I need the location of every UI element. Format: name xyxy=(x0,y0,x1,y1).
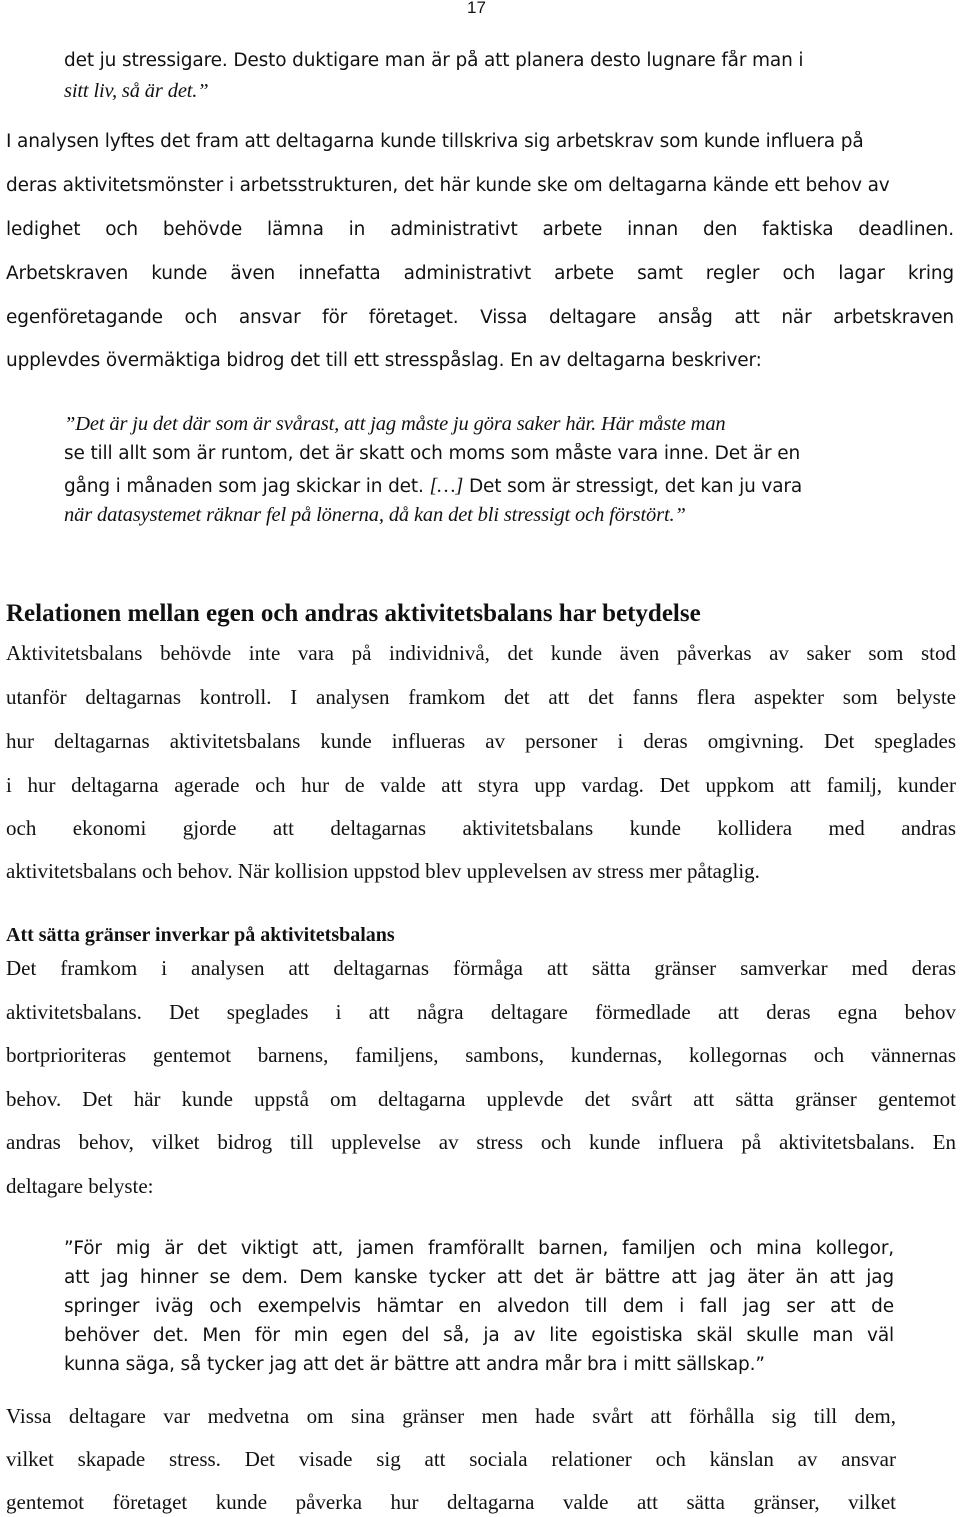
body-line: i hur deltagarna agerade och hur de valde att styra upp vardag. Det uppkom att familj, kunder xyxy=(6,773,956,797)
body-line: andras behov, vilket bidrog till upplevelse av stress och kunde influera på aktivitetsbalans. En xyxy=(6,1130,956,1154)
quote-line: kunna säga, så tycker jag att det är bättre att andra mår bra i mitt sällskap.” xyxy=(64,1354,765,1375)
quote-line: det ju stressigare. Desto duktigare man är på att planera desto lugnare får man i xyxy=(64,50,804,71)
body-line: ledighet och behövde lämna in administrativt arbete innan den faktiska deadlinen. xyxy=(6,219,954,240)
quote-line: när datasystemet räknar fel på lönerna, då kan det bli stressigt och förstört.” xyxy=(64,504,686,526)
body-line: och ekonomi gjorde att deltagarnas aktivitetsbalans kunde kollidera med andras xyxy=(6,816,956,840)
quote-text: Det som är stressigt, det kan ju vara xyxy=(468,476,803,497)
section-heading: Relationen mellan egen och andras aktivitetsbalans har betydelse xyxy=(6,600,701,627)
body-line: Det framkom i analysen att deltagarnas förmåga att sätta gränser samverkar med deras xyxy=(6,956,956,980)
body-line: bortprioriteras gentemot barnens, familjens, sambons, kundernas, kollegornas och vännernas xyxy=(6,1043,956,1067)
quote-line: sitt liv, så är det.” xyxy=(64,80,209,102)
quote-line: se till allt som är runtom, det är skatt och moms som måste vara inne. Det är en xyxy=(64,443,801,464)
quote-line: behöver det. Men för min egen del så, ja av lite egoistiska skäl skulle man väl xyxy=(64,1325,894,1346)
body-line: gentemot företaget kunde påverka hur deltagarna valde att sätta gränser, vilket xyxy=(6,1490,896,1514)
body-line: hur deltagarnas aktivitetsbalans kunde influeras av personer i deras omgivning. Det speglades xyxy=(6,729,956,753)
body-line: I analysen lyftes det fram att deltagarna kunde tillskriva sig arbetskrav som kunde influera på xyxy=(6,131,864,152)
body-line: behov. Det här kunde uppstå om deltagarna upplevde det svårt att sätta gränser gentemot xyxy=(6,1087,956,1111)
body-line: deltagare belyste: xyxy=(6,1174,154,1198)
body-line: Aktivitetsbalans behövde inte vara på individnivå, det kunde även påverkas av saker som stod xyxy=(6,641,956,665)
quote-line: ”Det är ju det där som är svårast, att jag måste ju göra saker här. Här måste man xyxy=(64,413,726,435)
body-line: vilket skapade stress. Det visade sig att sociala relationer och känslan av ansvar xyxy=(6,1447,896,1471)
page-number: 17 xyxy=(467,0,486,17)
body-line: utanför deltagarnas kontroll. I analysen framkom det att det fanns flera aspekter som belyste xyxy=(6,685,956,709)
quote-line: ”För mig är det viktigt att, jamen framförallt barnen, familjen och mina kollegor, xyxy=(64,1238,894,1259)
body-line: deras aktivitetsmönster i arbetsstrukturen, det här kunde ske om deltagarna kände ett behov av xyxy=(6,175,890,196)
body-line: aktivitetsbalans. Det speglades i att några deltagare förmedlade att deras egna behov xyxy=(6,1000,956,1024)
body-line: Vissa deltagare var medvetna om sina gränser men hade svårt att förhålla sig till dem, xyxy=(6,1404,896,1428)
quote-line xyxy=(64,474,904,499)
body-line: Arbetskraven kunde även innefatta administrativt arbete samt regler och lagar kring xyxy=(6,263,954,284)
body-line: egenföretagande och ansvar för företaget. Vissa deltagare ansåg att när arbetskraven xyxy=(6,307,954,328)
quote-text: gång i månaden som jag skickar in det. xyxy=(64,476,424,497)
body-line: upplevdes övermäktiga bidrog det till ett stresspåslag. En av deltagarna beskriver: xyxy=(6,350,762,371)
quote-line: att jag hinner se dem. Dem kanske tycker att det är bättre att jag äter än att jag xyxy=(64,1267,894,1288)
subsection-heading: Att sätta gränser inverkar på aktivitetsbalans xyxy=(6,924,395,946)
quote-line: springer iväg och exempelvis hämtar en alvedon till dem i fall jag ser att de xyxy=(64,1296,894,1317)
omission-mark: […] xyxy=(429,475,464,497)
body-line: aktivitetsbalans och behov. När kollision uppstod blev upplevelsen av stress mer påtaglig. xyxy=(6,859,760,883)
